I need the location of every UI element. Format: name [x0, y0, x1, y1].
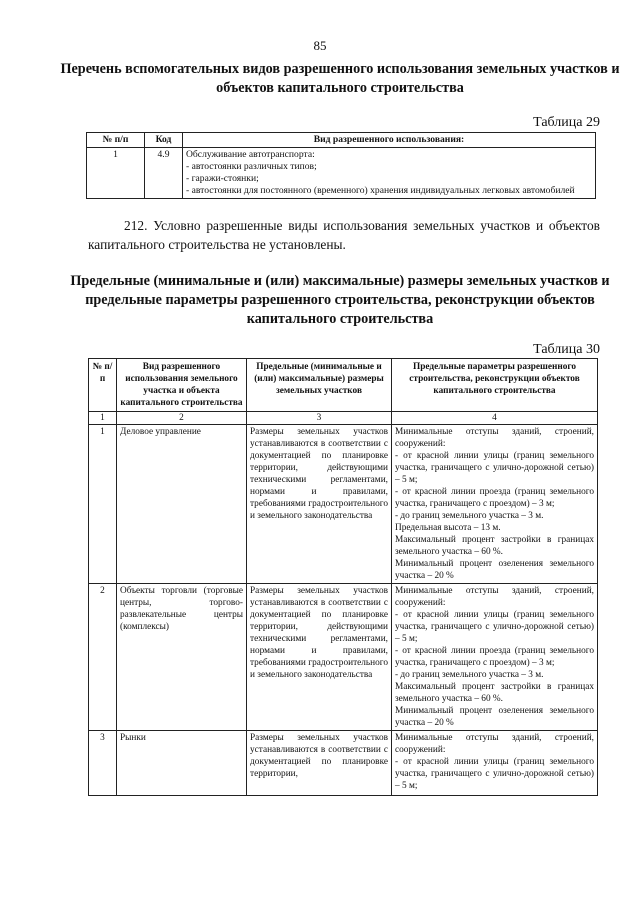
param-line: Максимальный процент застройки в границах земельного участка – 60 %.	[395, 682, 594, 704]
table-29-row-num: 1	[87, 148, 145, 199]
column-number: 4	[392, 412, 598, 425]
param-line: - от красной линии улицы (границ земельного участка, граничащего с улично-дорожной сетью) – 5 м;	[395, 610, 594, 644]
row-sizes: Размеры земельных участков устанавливаются в соответствии с документацией по планировке территории, действующими техническими регламентами, нормами и правилами, требованиями градостроительного и земельного законодательства	[247, 425, 392, 584]
row-use: Объекты торговли (торговые центры, торгово-развлекательные центры (комплексы)	[117, 584, 247, 731]
table-30-header-sizes: Предельные (минимальные и (или) максимальные) размеры земельных участков	[247, 359, 392, 412]
row-sizes: Размеры земельных участков устанавливаются в соответствии с документацией по планировке территории,	[247, 731, 392, 796]
table-row	[87, 148, 596, 199]
table-29-row-code: 4.9	[145, 148, 183, 199]
param-line: Максимальный процент застройки в границах земельного участка – 60 %.	[395, 535, 594, 557]
param-line: Минимальные отступы зданий, строений, сооружений:	[395, 586, 594, 608]
row-num: 3	[89, 731, 117, 796]
param-line: - от красной линии улицы (границ земельного участка, граничащего с улично-дорожной сетью) – 5 м;	[395, 757, 594, 791]
param-line: Минимальный процент озеленения земельного участка – 20 %	[395, 559, 594, 581]
section-heading-auxiliary-uses: Перечень вспомогательных видов разрешенного использования земельных участков и объектов капитального строительства	[60, 61, 620, 96]
column-number: 2	[117, 412, 247, 425]
table-30-header-params: Предельные параметры разрешенного строительства, реконструкции объектов капитального строительства	[392, 359, 598, 412]
param-line: - до границ земельного участка – 3 м.	[395, 511, 544, 521]
use-line: - гаражи-стоянки;	[186, 173, 259, 184]
table-30	[88, 358, 598, 796]
section-heading-limits: Предельные (минимальные и (или) максимальные) размеры земельных участков и предельные параметры разрешенного строительства, реконструкции объектов капитального строительства	[70, 273, 610, 327]
param-line: Минимальные отступы зданий, строений, сооружений:	[395, 427, 594, 449]
table-row	[89, 731, 598, 796]
row-sizes: Размеры земельных участков устанавливаются в соответствии с документацией по планировке территории, действующими техническими регламентами, нормами и правилами, требованиями градостроительного и земельного законодательства	[247, 584, 392, 731]
table-29-header-code: Код	[145, 133, 183, 148]
row-params	[392, 425, 598, 584]
param-line: - от красной линии проезда (границ земельного участка, граничащего с проездом) – 3 м;	[395, 487, 594, 509]
use-line: - автостоянки для постоянного (временного) хранения индивидуальных легковых автомобилей	[186, 185, 575, 196]
column-number: 3	[247, 412, 392, 425]
param-line: Предельная высота – 13 м.	[395, 523, 501, 533]
table-29-header-use: Вид разрешенного использования:	[183, 133, 596, 148]
table-row	[89, 425, 598, 584]
table-row	[89, 584, 598, 731]
table-29	[86, 132, 596, 199]
row-num: 2	[89, 584, 117, 731]
table-29-header-num: № п/п	[87, 133, 145, 148]
row-params	[392, 584, 598, 731]
table-29-label: Таблица 29	[533, 115, 600, 130]
row-use: Рынки	[117, 731, 247, 796]
table-30-column-numbers	[89, 412, 598, 425]
table-29-row-use	[183, 148, 596, 199]
param-line: - от красной линии улицы (границ земельного участка, граничащего с улично-дорожной сетью) – 5 м;	[395, 451, 594, 485]
table-29-header-row	[87, 133, 596, 148]
param-line: - от красной линии проезда (границ земельного участка, граничащего с проездом) – 3 м;	[395, 646, 594, 668]
param-line: Минимальный процент озеленения земельного участка – 20 %	[395, 706, 594, 728]
table-30-label: Таблица 30	[533, 342, 600, 357]
table-30-header-row	[89, 359, 598, 412]
page-number: 85	[313, 38, 327, 53]
row-num: 1	[89, 425, 117, 584]
use-line: - автостоянки различных типов;	[186, 161, 317, 172]
paragraph-212-text: 212. Условно разрешенные виды использования земельных участков и объектов капитального строительства не установлены.	[88, 218, 600, 252]
row-params	[392, 731, 598, 796]
param-line: - до границ земельного участка – 3 м.	[395, 670, 544, 680]
column-number: 1	[89, 412, 117, 425]
use-line: Обслуживание автотранспорта:	[186, 149, 315, 160]
table-30-header-use: Вид разрешенного использования земельного участка и объекта капитального строительства	[117, 359, 247, 412]
row-use: Деловое управление	[117, 425, 247, 584]
paragraph-212	[88, 217, 600, 254]
table-30-header-num: № п/п	[89, 359, 117, 412]
param-line: Минимальные отступы зданий, строений, сооружений:	[395, 733, 594, 755]
